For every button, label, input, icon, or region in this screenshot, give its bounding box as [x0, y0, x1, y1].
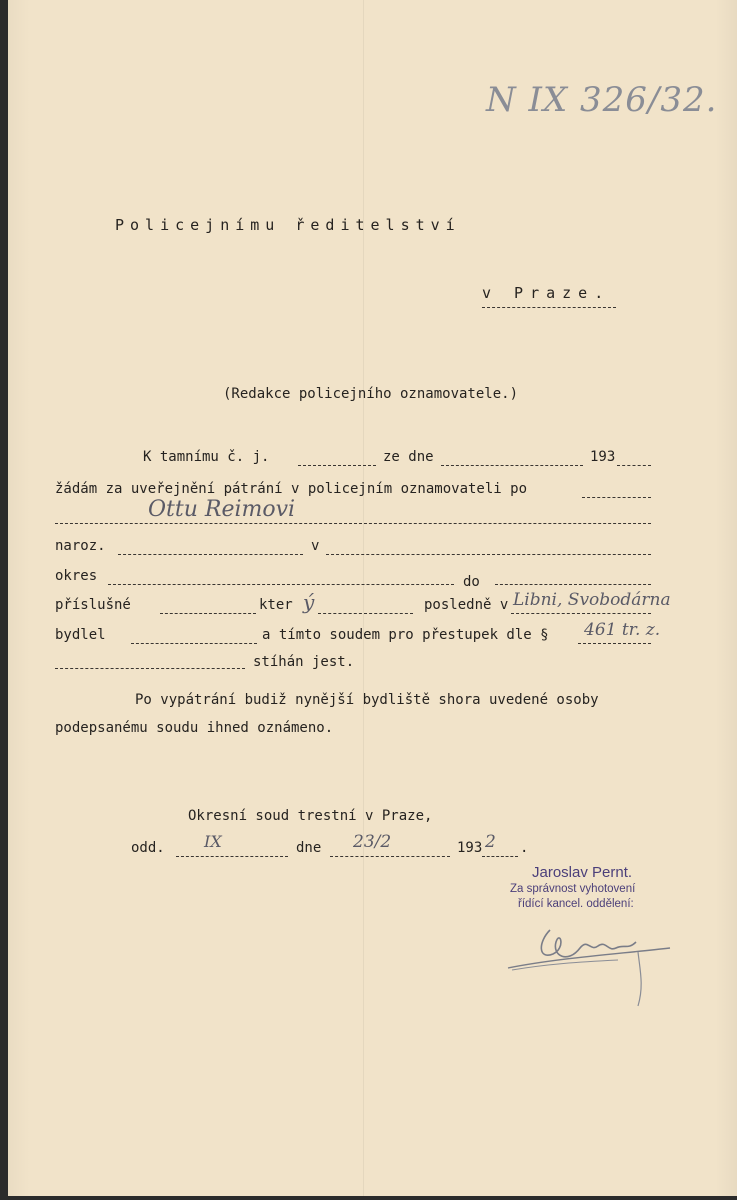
odd-number: IX: [204, 832, 222, 851]
vypatrani-line2: podepsanému soudu ihned oznámeno.: [55, 720, 334, 736]
odd-field: [176, 856, 288, 857]
person-name: Ottu Reimovi: [148, 497, 296, 522]
paper-fold: [363, 0, 364, 1196]
prislusne-label: příslušné: [55, 597, 131, 613]
vypatrani-line1: Po vypátrání budiž nynější bydliště shora uvedené osoby: [135, 692, 599, 708]
name-field-b: [55, 523, 651, 524]
date-field: [441, 465, 583, 466]
closing-year-prefix: 193: [457, 840, 483, 856]
do-label: do: [463, 574, 480, 590]
v-field: [326, 554, 651, 555]
stihan-field: [55, 668, 245, 669]
name-field-a: [582, 497, 651, 498]
cj-field: [298, 465, 376, 466]
stamp-line2: řídící kancel. oddělení:: [518, 898, 634, 910]
naroz-label: naroz.: [55, 538, 106, 554]
stihan-text: stíhán jest.: [253, 654, 355, 670]
closing-period: .: [520, 840, 529, 856]
addressee-underline: [482, 307, 616, 308]
signature-scribble: [498, 912, 678, 1012]
bydlel-field: [131, 643, 257, 644]
tamnimu-label: K tamnímu č. j.: [143, 449, 270, 465]
last-residence: Libni, Svobodárna: [513, 590, 671, 610]
v-label: v: [311, 538, 320, 554]
posledne-field: [511, 613, 651, 614]
addressee-line2: v Praze.: [482, 284, 611, 302]
naroz-field: [118, 554, 303, 555]
closing-year: 2: [485, 832, 496, 852]
paragraph-number: 461 tr. z.: [584, 620, 661, 640]
odd-label: odd.: [131, 840, 165, 856]
zadam-text: žádám za uveřejnění pátrání v policejním oznamovateli po: [55, 481, 528, 497]
year-field: [617, 465, 651, 466]
closing-date: 23/2: [353, 832, 392, 852]
paragraph-field: [578, 643, 651, 644]
kter-field: [318, 613, 413, 614]
stamp-name: Jaroslav Pernt.: [532, 864, 633, 881]
prislusne-field: [160, 613, 256, 614]
dne-label: dne: [296, 840, 322, 856]
kter-label: kter: [259, 597, 293, 613]
posledne-label: posledně v: [424, 597, 509, 613]
addressee-line1: Policejnímu ředitelství: [115, 216, 461, 234]
year-prefix: 193: [590, 449, 616, 465]
timto-text: a tímto soudem pro přestupek dle §: [262, 627, 549, 643]
ze-dne-label: ze dne: [383, 449, 434, 465]
stamp-line1: Za správnost vyhotovení: [510, 883, 636, 895]
okres-label: okres: [55, 568, 98, 584]
do-field: [495, 584, 651, 585]
court-name: Okresní soud trestní v Praze,: [188, 808, 433, 824]
bydlel-label: bydlel: [55, 627, 106, 643]
okres-field: [108, 584, 454, 585]
document-page: [8, 0, 737, 1196]
file-number: N IX 326/32.: [486, 80, 718, 120]
redakce-heading: (Redakce policejního oznamovatele.): [223, 386, 519, 402]
closing-date-field: [330, 856, 450, 857]
kter-ending: ý: [303, 590, 315, 614]
closing-year-field: [482, 856, 518, 857]
